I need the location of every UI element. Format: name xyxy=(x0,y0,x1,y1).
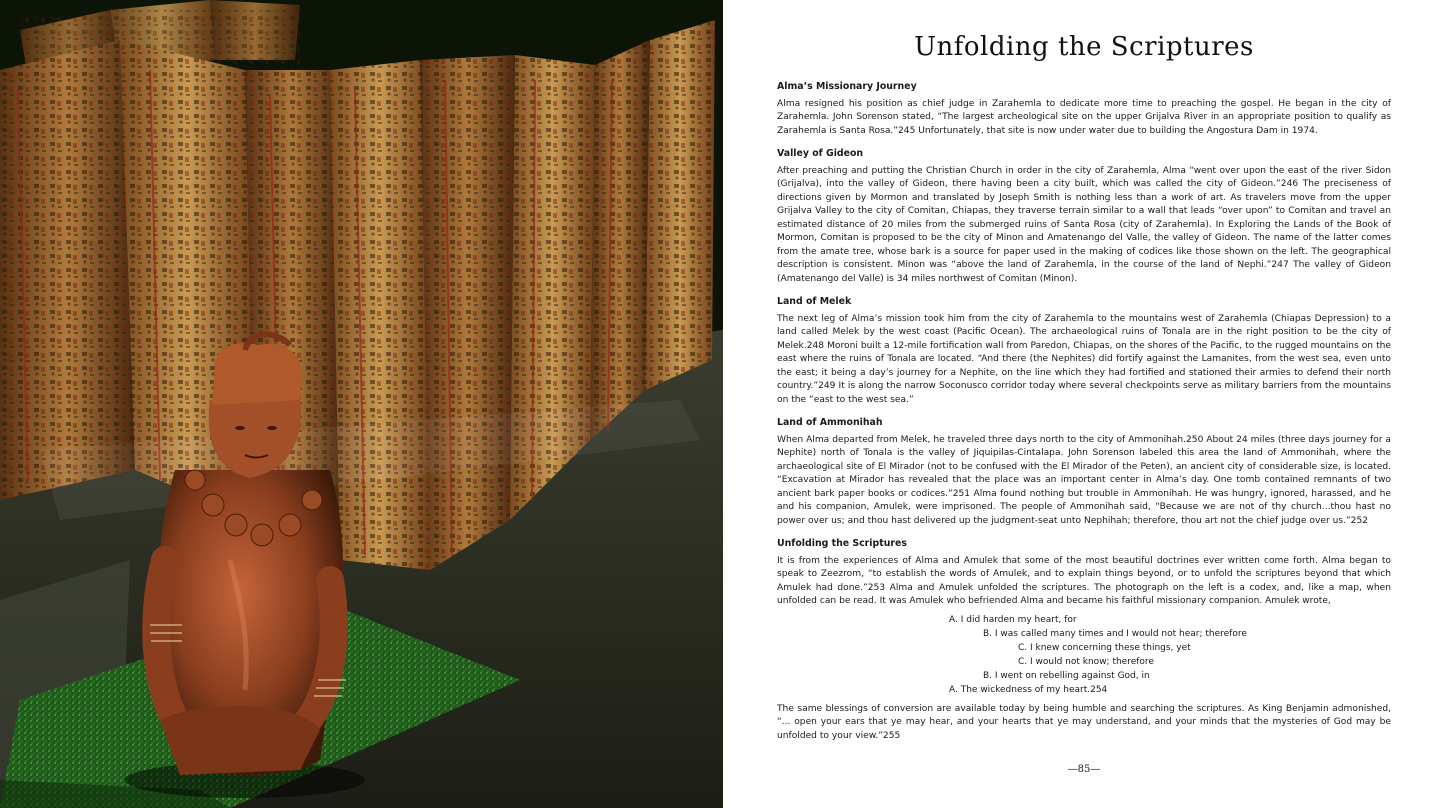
section-paragraph: After preaching and putting the Christian Church in order in the city of Zarahemla, Alma “went over upon the east of the river Sidon (Grijalva), into the valley of Gideon, there having been a city built, which was called the city of Gideon.”246 The preciseness of directions given by Mormon and translated by Joseph Smith is nothing less than a work of art. As travelers move from the upper Grijalva Valley to the city of Comitan, Chiapas, they traverse terrain similar to a wall that leads “over upon” to Comitan and travel an estimated distance of 20 miles from the submerged ruins of Santa Rosa (city of Zarahemla). In Exploring the Lands of the Book of Mormon, Comitan is proposed to be the city of Minon and Amatenango del Valle, the valley of Gideon. The name of the latter comes from the amate tree, whose bark is a source for paper used in the making of codices like those shown on the left. The geographical description is consistent. Minon was “above the land of Zarahemla, in the course of the land of Nephi.”247 The valley of Gideon (Amatenango del Valle) is 34 miles northwest of Comitan (Minon). xyxy=(777,165,1391,284)
section-unfolding-scriptures xyxy=(777,537,1391,609)
page-number: —85— xyxy=(1067,764,1101,775)
chiasmus-line: A. The wickedness of my heart.254 xyxy=(949,684,1108,695)
page-title: Unfolding the Scriptures xyxy=(914,32,1254,62)
section-heading: Alma’s Missionary Journey xyxy=(777,81,917,92)
section-heading: Land of Melek xyxy=(777,296,852,307)
chiasmus-line: B. I was called many times and I would not hear; therefore xyxy=(983,628,1247,639)
section-paragraph: When Alma departed from Melek, he traveled three days north to the city of Ammonihah.250 About 24 miles (three days journey for a Nephite) north of Tonala is the valley of Jiquipilas-Cintalapa. John Sorenson labeled this area the land of Ammonihah, where the archaeological site of El Mirador (not to be confused with the El Mirador of the Peten), an ancient city of considerable size, is located. “Excavation at Mirador has revealed that the place was an important center in Alma’s day. One tomb contained remnants of two ancient bark paper books or codices.”251 Alma found nothing but trouble in Ammonihah. He was hungry, ignored, harassed, and he and his companion, Amulek, were imprisoned. The people of Ammonihah said, “Because we are not of thy church...thou hast no power over us; and thou hast delivered up the judgment-seat unto Nephihah; therefore, thou art not the chief judge over us.”252 xyxy=(777,434,1391,526)
section-land-of-ammonihah xyxy=(777,416,1391,528)
section-paragraph: Alma resigned his position as chief judge in Zarahemla to dedicate more time to preaching the gospel. He began in the city of Zarahemla. John Sorenson stated, “The largest archeological site on the upper Grijalva River in an appropriate position to qualify as Zarahemla is Santa Rosa.”245 Unfortunately, that site is now under water due to building the Angostura Dam in 1974. xyxy=(777,98,1391,136)
closing-paragraph: The same blessings of conversion are available today by being humble and searching the scriptures. As King Benjamin admonished, “... open your ears that ye may hear, and your hearts that ye may understand, and your minds that the mysteries of God may be unfolded to your view.”255 xyxy=(777,703,1391,741)
section-valley-of-gideon xyxy=(777,147,1391,286)
chiasmus-line: C. I knew concerning these things, yet xyxy=(1018,642,1191,653)
section-heading: Land of Ammonihah xyxy=(777,417,883,428)
chiasmus-line: A. I did harden my heart, for xyxy=(949,614,1077,625)
text-page xyxy=(723,0,1445,808)
section-heading: Unfolding the Scriptures xyxy=(777,538,907,549)
chiasmus-line: B. I went on rebelling against God, in xyxy=(983,670,1150,681)
section-missionary-journey xyxy=(777,80,1391,138)
section-paragraph: It is from the experiences of Alma and Amulek that some of the most beautiful doctrines ever written come forth. Alma began to speak to Zeezrom, “to establish the words of Amulek, and to explain things beyond, or to unfold the scriptures beyond that which Amulek had done.”253 Alma and Amulek unfolded the scriptures. The photograph on the left is a codex, and, like a map, when unfolded can be read. It was Amulek who befriended Alma and became his faithful missionary companion. Amulek wrote, xyxy=(777,555,1391,606)
chiasmus-line: C. I would not know; therefore xyxy=(1018,656,1154,667)
section-heading: Valley of Gideon xyxy=(777,148,864,159)
chiasmus-block xyxy=(777,613,1391,697)
section-paragraph: The next leg of Alma’s mission took him from the city of Zarahemla to the mountains west of Zarahemla (Chiapas Depression) to a land called Melek by the west coast (Pacific Ocean). The archaeological ruins of Tonala are in the right position to be the city of Melek.248 Moroni built a 12-mile fortification wall from Paredon, Chiapas, on the shores of the Pacific, to the rugged mountains on the east where the ruins of Tonala are located. “And there (the Nephites) did fortify against the Lamanites, from the west sea, even unto the east; it being a day’s journey for a Nephite, on the line which they had fortified and stationed their armies to defend their north country.”249 It is along the narrow Soconusco corridor today where several checkpoints serve as military barriers from the mountains on the “east to the west sea.” xyxy=(777,313,1391,405)
section-land-of-melek xyxy=(777,295,1391,407)
page-body xyxy=(777,80,1391,752)
